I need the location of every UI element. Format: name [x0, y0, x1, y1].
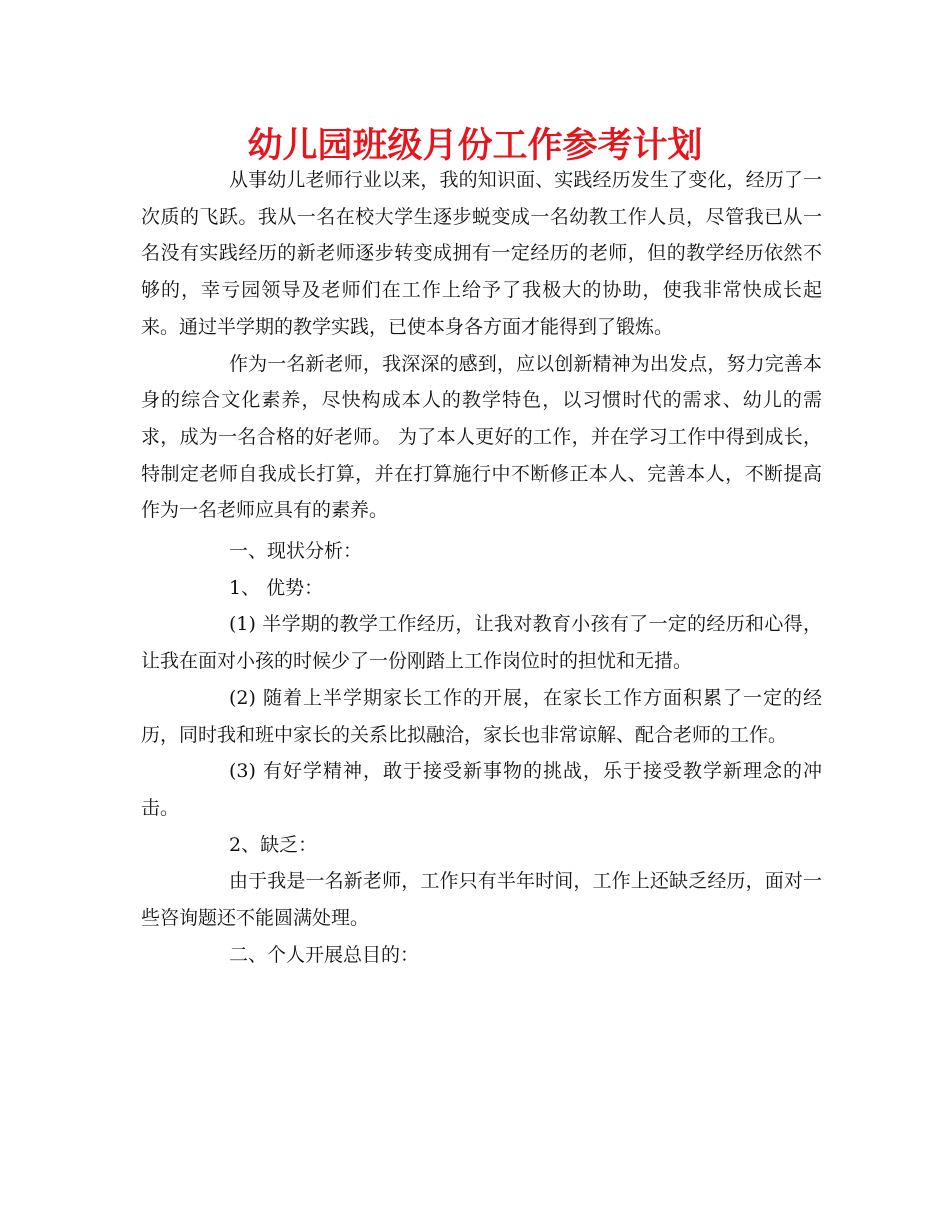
- document-body: [141, 162, 822, 973]
- section-heading-development-goal: 二、个人开展总目的：: [229, 943, 420, 966]
- paragraph-strength-3: (3) 有好学精神，敢于接受新事物的挑战，乐于接受教学新理念的冲击。: [141, 760, 822, 819]
- paragraph-intro: 从事幼儿老师行业以来，我的知识面、实践经历发生了变化，经历了一次质的飞跃。我从一名在校大学生逐步蜕变成一名幼教工作人员，尽管我已从一名没有实践经历的新老师逐步转变成拥有一定经历的老师，但的教学经历依然不够的，幸亏园领导及老师们在工作上给予了我极大的协助，使我非常快成长起来。通过半学期的教学实践，已使本身各方面才能得到了锻炼。: [141, 169, 822, 338]
- subheading-strengths: 1、 优势：: [229, 576, 324, 599]
- subheading-weaknesses: 2、缺乏：: [229, 833, 318, 856]
- paragraph-weakness: 由于我是一名新老师，工作只有半年时间，工作上还缺乏经历，面对一些咨询题还不能圆满处理。: [141, 870, 822, 930]
- paragraph-goal: 作为一名新老师，我深深的感到，应以创新精神为出发点，努力完善本身的综合文化素养，尽快构成本人的教学特色，以习惯时代的需求、幼儿的需求，成为一名合格的好老师。 为了本人更好的工作，并在学习工作中得到成长，特制定老师自我成长打算，并在打算施行中不断修正本人、完善本人，不断提高作为一名老师应具有的素养。: [141, 352, 822, 522]
- document-title: 幼儿园班级月份工作参考计划: [247, 126, 703, 166]
- paragraph-strength-1: (1) 半学期的教学工作经历，让我对教育小孩有了一定的经历和心得，让我在面对小孩的时候少了一份刚踏上工作岗位时的担忧和无措。: [141, 613, 822, 673]
- section-heading-status-analysis: 一、现状分析：: [229, 540, 363, 563]
- paragraph-strength-2: (2) 随着上半学期家长工作的开展，在家长工作方面积累了一定的经历，同时我和班中家长的关系比拟融洽，家长也非常谅解、配合老师的工作。: [141, 686, 822, 746]
